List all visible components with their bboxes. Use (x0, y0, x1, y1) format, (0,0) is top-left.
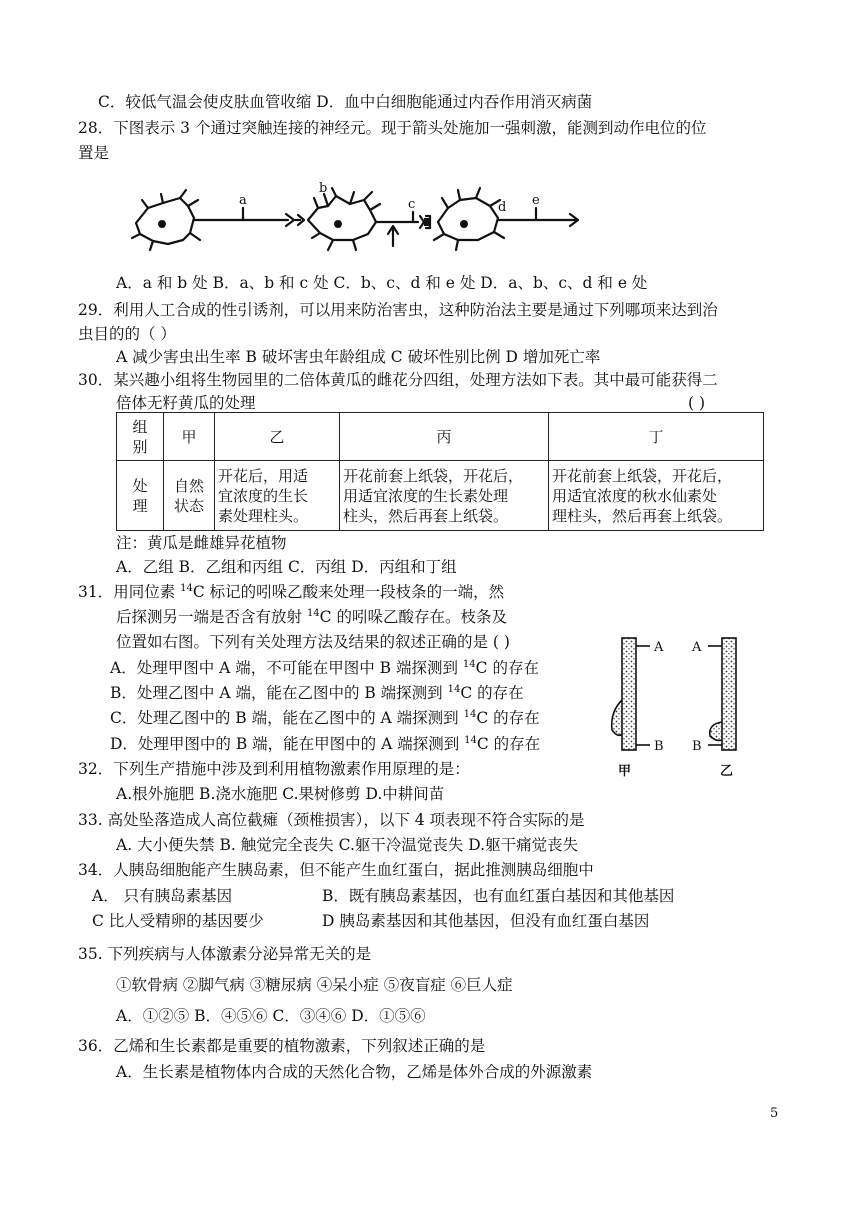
q30-stem-line1: 30．某兴趣小组将生物园里的二倍体黄瓜的雌花分四组，处理方法如下表。其中最可能获得二 (78, 371, 718, 389)
branch-figure (600, 630, 750, 780)
q27-option-line: C．较低气温会使皮肤血管收缩 D．血中白细胞能通过内吞作用消灭病菌 (98, 93, 593, 111)
table-group-ding: 丁 (549, 413, 764, 461)
q31-stem-line2: 后探测另一端是否含有放射 $^{14}$C 的吲哚乙酸存在。枝条及 (116, 607, 507, 626)
branch-yi (722, 638, 736, 750)
fig-label-jia-A: A (654, 640, 664, 655)
q30-options: A．乙组 B．乙组和丙组 C．丙组 D．丙组和丁组 (116, 558, 457, 576)
q28-stem-line2: 置是 (78, 144, 110, 162)
q35-options: A．①②⑤ B．④⑤⑥ C．③④⑥ D．①⑤⑥ (116, 1007, 426, 1025)
table-cell-ding: 开花前套上纸袋，开花后， 用适宜浓度的秋水仙素处 理柱头，然后再套上纸袋。 (549, 461, 764, 531)
page-number: 5 (770, 1106, 779, 1121)
neuron-1-nucleus (158, 220, 166, 228)
q31-option-d: D．处理甲图中的 B 端，能在甲图中的 A 端探测到 $^{14}$C 的存在 (110, 734, 541, 753)
q30-table (116, 412, 764, 531)
q35-stem: 35. 下列疾病与人体激素分泌异常无关的是 (78, 945, 372, 963)
fig-label-jia: 甲 (618, 764, 632, 779)
q28-options: A．a 和 b 处 B．a、b 和 c 处 C．b、c、d 和 e 处 D．a、b、c、d 和 e 处 (116, 274, 648, 292)
q35-items: ①软骨病 ②脚气病 ③糖尿病 ④呆小症 ⑤夜盲症 ⑥巨人症 (116, 976, 513, 994)
q32-options: A.根外施肥 B.浇水施肥 C.果树修剪 D.中耕间苗 (116, 785, 445, 803)
q30-note: 注：黄瓜是雌雄异花植物 (116, 534, 287, 552)
q31-option-c: C．处理乙图中的 B 端，能在乙图中的 A 端探测到 $^{14}$C 的存在 (110, 708, 540, 727)
q36-stem: 36．乙烯和生长素都是重要的植物激素，下列叙述正确的是 (78, 1037, 486, 1055)
q28-stem-line1: 28．下图表示 3 个通过突触连接的神经元。现于箭头处施加一强刺激，能测到动作电位的位 (78, 119, 707, 137)
table-cell-yi: 开花后，用适 宜浓度的生长 素处理柱头。 (215, 461, 340, 531)
q31-option-a: A．处理甲图中 A 端，不可能在甲图中 B 端探测到 $^{14}$C 的存在 (110, 658, 539, 677)
branch-jia (622, 638, 636, 750)
fig-label-yi-B: B (692, 739, 702, 754)
label-d: d (498, 200, 507, 215)
table-cell-bing: 开花前套上纸袋，开花后， 用适宜浓度的生长素处理 柱头，然后再套上纸袋。 (340, 461, 549, 531)
table-group-bing: 丙 (340, 413, 549, 461)
stimulus-arrow (388, 226, 398, 246)
neuron-2-nucleus (334, 220, 342, 228)
label-a: a (239, 193, 247, 208)
label-c: c (408, 197, 416, 212)
table-header-group: 组 别 (117, 413, 164, 461)
q34-option-d: D 胰岛素基因和其他基因，但没有血红蛋白基因 (322, 912, 650, 930)
table-row-head: 处 理 (117, 461, 164, 531)
q34-option-c: C 比人受精卵的基因要少 (92, 912, 264, 930)
label-e: e (532, 193, 540, 208)
q31-stem-line1: 31．用同位素 $^{14}$C 标记的吲哚乙酸来处理一段枝条的一端，然 (78, 582, 505, 601)
q33-stem: 33. 高处坠落造成人高位截瘫（颈椎损害），以下 4 项表现不符合实际的是 (78, 811, 585, 829)
label-b: b (319, 181, 328, 196)
neuron-diagram (128, 178, 588, 268)
q30-stem-line2: 倍体无籽黄瓜的处理 (116, 394, 256, 412)
q33-options: A. 大小便失禁 B. 触觉完全丧失 C.躯干冷温觉丧失 D.躯干痛觉丧失 (116, 836, 579, 854)
q29-stem-line2: 虫目的的（ ） (78, 325, 176, 343)
fig-label-yi-A: A (692, 640, 702, 655)
fig-label-jia-B: B (654, 739, 664, 754)
q29-options: A 减少害虫出生率 B 破坏害虫年龄组成 C 破坏性别比例 D 增加死亡率 (116, 348, 601, 366)
q29-stem-line1: 29．利用人工合成的性引诱剂，可以用来防治害虫，这种防治法主要是通过下列哪项来达到治 (78, 301, 718, 319)
neuron-3-nucleus (460, 220, 468, 228)
q31-stem-line3: 位置如右图。下列有关处理方法及结果的叙述正确的是 ( ) (116, 633, 510, 651)
table-group-jia: 甲 (164, 413, 215, 461)
q36-option-a: A．生长素是植物体内合成的天然化合物，乙烯是体外合成的外源激素 (116, 1063, 593, 1081)
q34-option-b: B．既有胰岛素基因，也有血红蛋白基因和其他基因 (322, 887, 675, 905)
q34-stem: 34．人胰岛细胞能产生胰岛素，但不能产生血红蛋白，据此推测胰岛细胞中 (78, 861, 594, 879)
q30-answer-bracket: ( ) (688, 394, 706, 412)
table-cell-jia: 自然 状态 (164, 461, 215, 531)
q31-option-b: B．处理乙图中 A 端，能在乙图中的 B 端探测到 $^{14}$C 的存在 (110, 683, 524, 702)
q32-stem: 32．下列生产措施中涉及到利用植物激素作用原理的是： (78, 760, 470, 778)
q34-option-a: A． 只有胰岛素基因 (92, 887, 233, 905)
table-group-yi: 乙 (215, 413, 340, 461)
fig-label-yi: 乙 (720, 764, 734, 779)
